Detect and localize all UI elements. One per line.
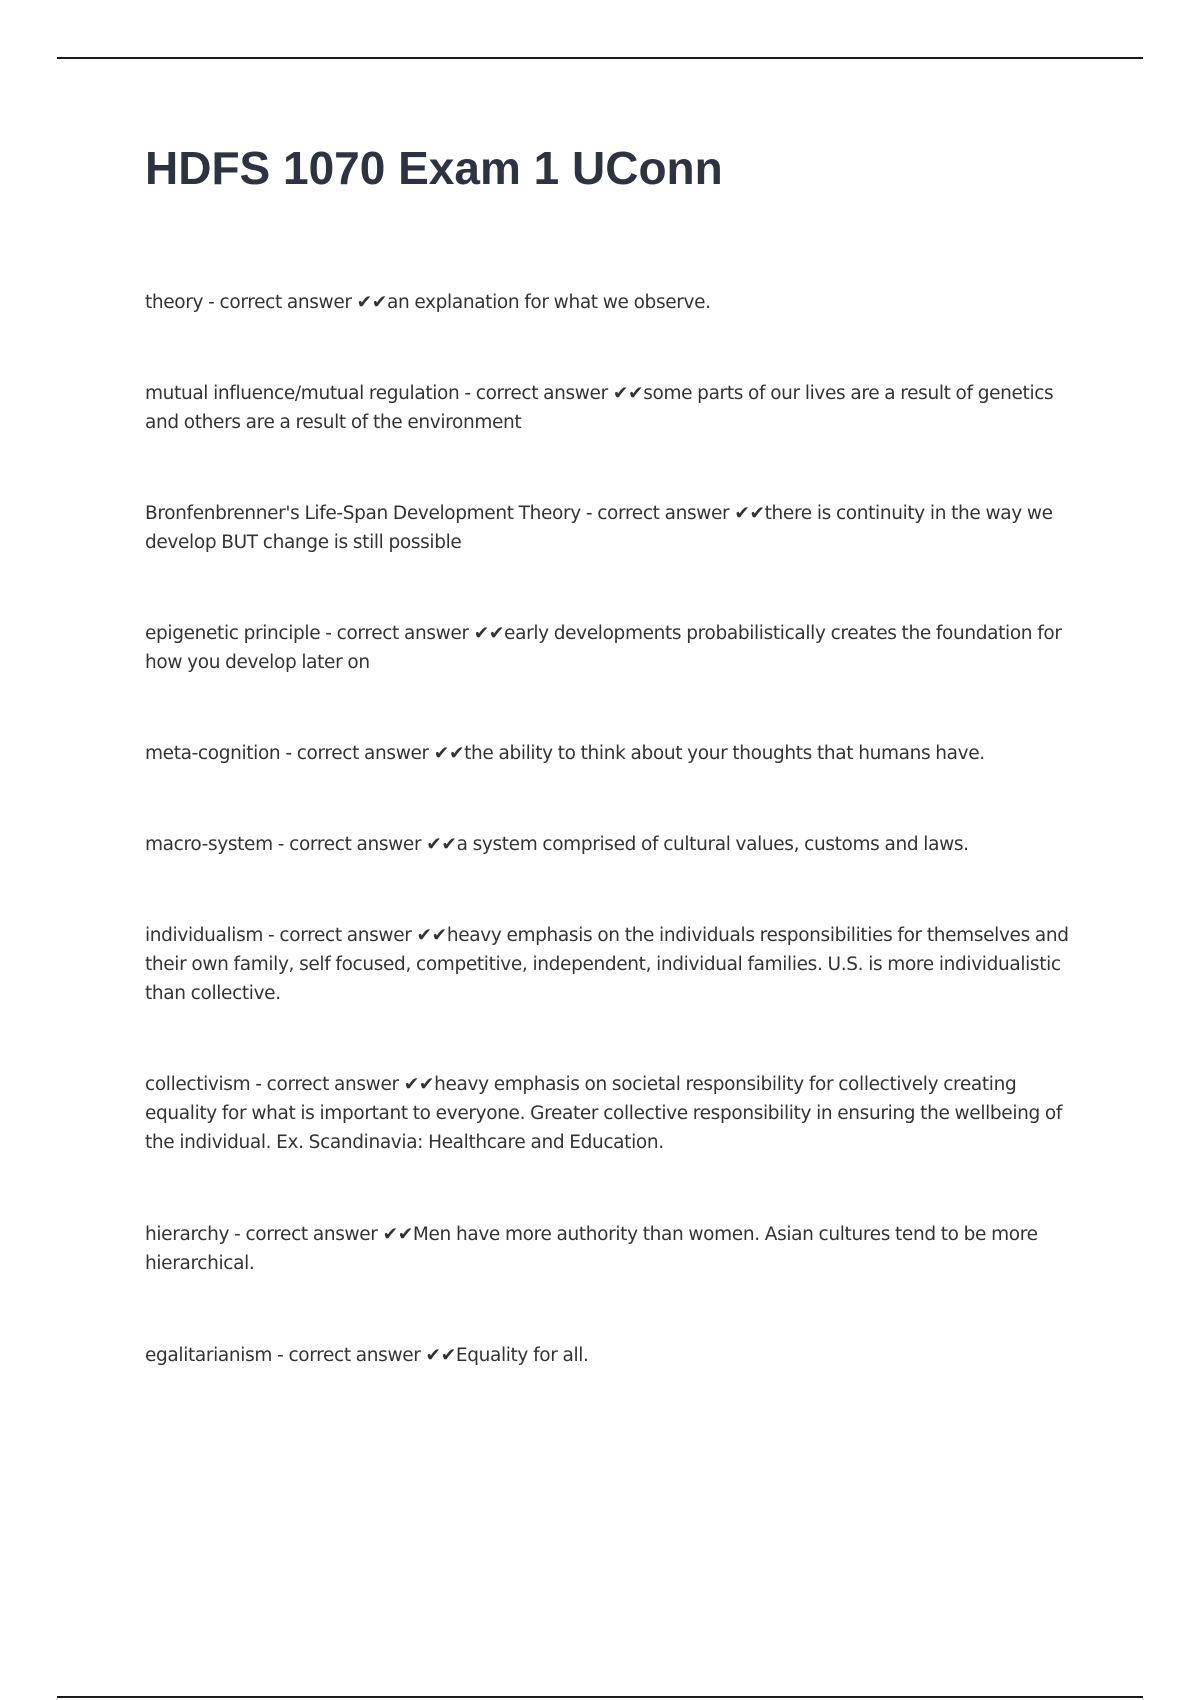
correct-answer-label: correct answer (336, 623, 469, 644)
answer: a system comprised of cultural values, customs and laws. (456, 834, 969, 855)
qa-item (145, 499, 1085, 557)
qa-item (145, 1070, 1085, 1157)
checkmark-icon: ✔✔ (420, 1345, 456, 1366)
correct-answer-label: correct answer (289, 834, 422, 855)
correct-answer-label: correct answer (288, 1345, 421, 1366)
answer: heavy emphasis on societal responsibility for collectively creating equality for what is important to everyone. Greater collective responsibility in ensuring the wellbeing of the individual. Ex. Scandinavia: Healthcare and Education. (145, 1074, 1063, 1153)
separator: - (272, 1345, 289, 1366)
term: egalitarianism (145, 1345, 273, 1366)
qa-item (145, 619, 1085, 677)
qa-item (145, 1220, 1085, 1278)
qa-item (145, 379, 1085, 437)
correct-answer-label: correct answer (279, 925, 412, 946)
separator: - (459, 383, 476, 404)
answer: Equality for all. (455, 1345, 589, 1366)
checkmark-icon: ✔✔ (411, 925, 447, 946)
separator: - (320, 623, 337, 644)
qa-item (145, 921, 1085, 1008)
checkmark-icon: ✔✔ (377, 1224, 413, 1245)
answer: the ability to think about your thoughts that humans have. (464, 743, 985, 764)
answer: an explanation for what we observe. (386, 292, 711, 313)
answer: some parts of our lives are a result of genetics and others are a result of the environment (145, 383, 1054, 433)
term: epigenetic principle (145, 623, 321, 644)
page-title: HDFS 1070 Exam 1 UConn (145, 142, 723, 194)
checkmark-icon: ✔✔ (351, 292, 387, 313)
separator: - (280, 743, 297, 764)
answer: there is continuity in the way we develop BUT change is still possible (145, 503, 1053, 553)
qa-item (145, 288, 1085, 317)
correct-answer-label: correct answer (475, 383, 608, 404)
term: individualism (145, 925, 264, 946)
qa-item (145, 1341, 1085, 1370)
term: meta-cognition (145, 743, 281, 764)
correct-answer-label: correct answer (245, 1224, 378, 1245)
correct-answer-label: correct answer (296, 743, 429, 764)
checkmark-icon: ✔✔ (398, 1074, 435, 1095)
checkmark-icon: ✔✔ (607, 383, 644, 404)
checkmark-icon: ✔✔ (428, 743, 465, 764)
qa-item (145, 739, 1085, 768)
separator: - (272, 834, 290, 855)
correct-answer-label: correct answer (597, 503, 730, 524)
qa-item (145, 830, 1085, 859)
separator: - (250, 1074, 267, 1095)
separator: - (203, 292, 220, 313)
correct-answer-label: correct answer (266, 1074, 399, 1095)
answer: heavy emphasis on the individuals responsibilities for themselves and their own family, self focused, competitive, independent, individual families. U.S. is more individualistic than collective. (145, 925, 1069, 1004)
answer: Men have more authority than women. Asian cultures tend to be more hierarchical. (145, 1224, 1038, 1274)
top-rule (57, 57, 1143, 59)
term: collectivism (145, 1074, 251, 1095)
answer: early developments probabilistically creates the foundation for how you develop later on (145, 623, 1062, 673)
term: hierarchy (145, 1224, 230, 1245)
term: mutual influence/mutual regulation (145, 383, 460, 404)
term: theory (145, 292, 204, 313)
term: macro-system (145, 834, 273, 855)
separator: - (229, 1224, 246, 1245)
term: Bronfenbrenner's Life-Span Development Theory (145, 503, 581, 524)
checkmark-icon: ✔✔ (421, 834, 457, 855)
checkmark-icon: ✔✔ (468, 623, 505, 644)
checkmark-icon: ✔✔ (729, 503, 765, 524)
separator: - (580, 503, 598, 524)
correct-answer-label: correct answer (219, 292, 352, 313)
separator: - (263, 925, 280, 946)
bottom-rule (57, 1696, 1143, 1698)
